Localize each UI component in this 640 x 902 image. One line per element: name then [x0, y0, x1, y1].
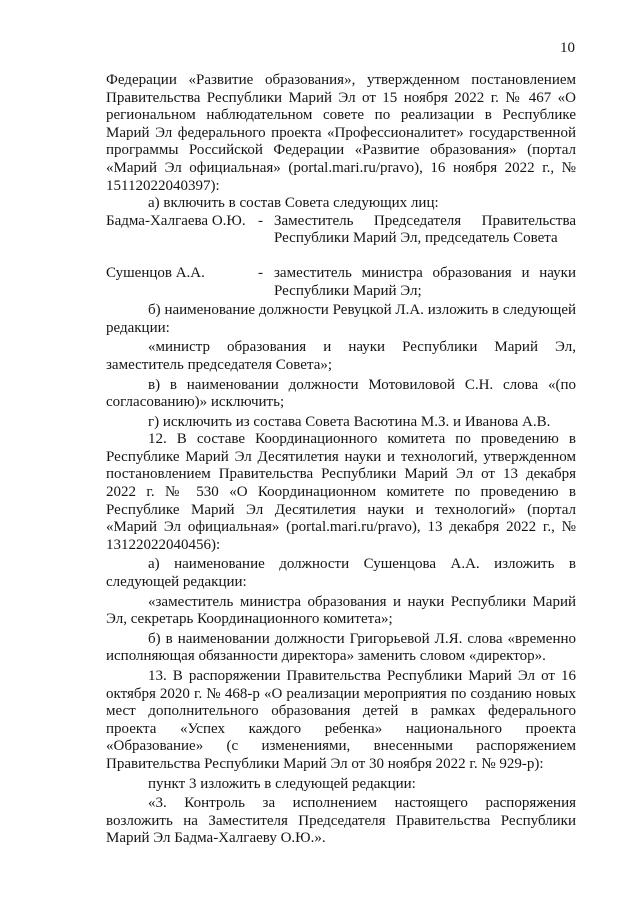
member-dash: -	[258, 212, 263, 229]
page-number: 10	[560, 40, 575, 56]
member-name: Сушенцов А.А.	[106, 264, 205, 281]
member-name: Бадма-Халгаева О.Ю.	[106, 212, 246, 229]
intro-paragraph: Федерации «Развитие образования», утвержденном постановлением Правительства Республики Марий Эл от 15 ноября 2022 г. № 467 «О региональном наблюдательном совете по реализации в Республике Марий Эл федерального проекта «Профессионалитет» государственной программы Российской Федерации «Развитие образования» (портал «Марий Эл официальная» (portal.mari.ru/pravo), 16 ноября 2022 г., № 15112022040397):	[106, 72, 576, 194]
item-13: 13. В распоряжении Правительства Республики Марий Эл от 16 октября 2020 г. № 468-р «О реализации мероприятия по созданию новых мест дополнительного образования детей в рамках федерального проекта «Успех каждого ребенка» национального проекта «Образование» (с изменениями, внесенными распоряжением Правительства Республики Марий Эл от 30 ноября 2022 г. № 929-р):	[106, 668, 576, 772]
item-g: г) исключить из состава Совета Васютина М.З. и Иванова А.В.	[148, 413, 551, 430]
member-dash: -	[258, 264, 263, 281]
item-12-a-quote: «заместитель министра образования и науки Республики Марий Эл, секретарь Координационного комитета»;	[106, 593, 576, 628]
item-v: в) в наименовании должности Мотовиловой С.Н. слова «(по согласованию)» исключить;	[106, 376, 576, 411]
item-13-point: пункт 3 изложить в следующей редакции:	[148, 775, 416, 792]
item-12-b: б) в наименовании должности Григорьевой Л.Я. слова «временно исполняющая обязанности директора» заменить словом «директор».	[106, 630, 576, 665]
spacer	[106, 248, 576, 265]
member-role: заместитель министра образования и науки Республики Марий Эл;	[274, 264, 576, 299]
item-13-quote: «3. Контроль за исполнением настоящего распоряжения возложить на Заместителя Председателя Правительства Республики Марий Эл Бадма-Халгаеву О.Ю.».	[106, 795, 576, 847]
council-member-row	[106, 265, 576, 300]
item-a: а) включить в состав Совета следующих лиц:	[148, 195, 439, 212]
council-member-row	[106, 213, 576, 248]
member-role: Заместитель Председателя Правительства Республики Марий Эл, председатель Совета	[274, 212, 576, 247]
document-body	[106, 72, 576, 848]
item-b: б) наименование должности Ревуцкой Л.А. изложить в следующей редакции:	[106, 302, 576, 336]
item-12: 12. В составе Координационного комитета по проведению в Республике Марий Эл Десятилетия науки и технологий, утвержденном постановлением Правительства Республики Марий Эл от 13 декабря 2022 г. № 530 «О Координационном комитете по проведению в Республике Марий Эл Десятилетия науки и технологий» (портал «Марий Эл официальная» (portal.mari.ru/pravo), 13 декабря 2022 г., № 13122022040456):	[106, 431, 576, 553]
item-b-quote: «министр образования и науки Республики Марий Эл, заместитель председателя Совета»;	[106, 339, 576, 373]
item-12-a: а) наименование должности Сушенцова А.А. изложить в следующей редакции:	[106, 556, 576, 591]
